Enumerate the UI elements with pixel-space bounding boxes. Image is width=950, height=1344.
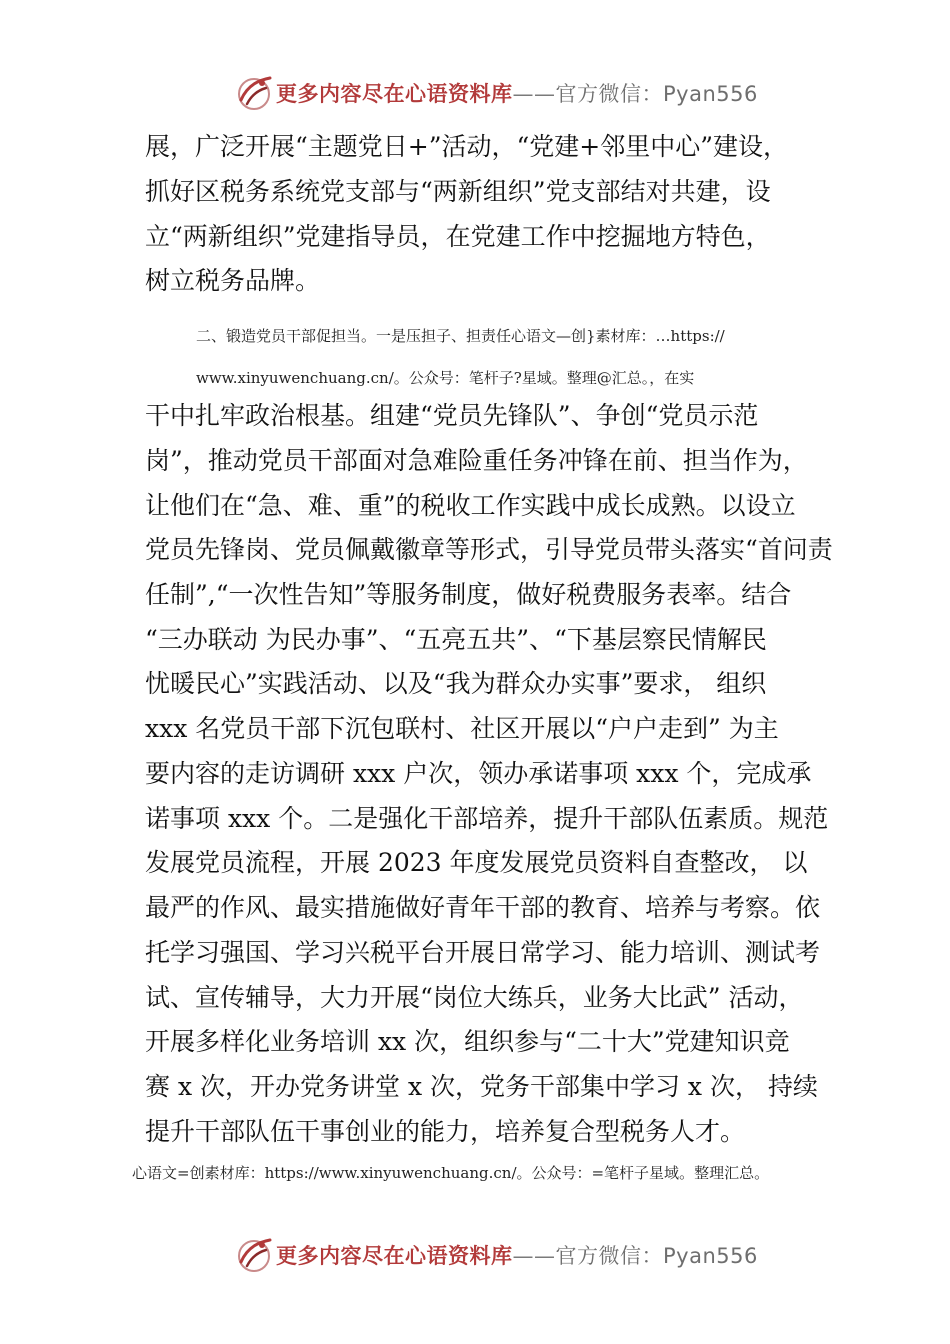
paragraph-2-line: 党员先锋岗、党员佩戴徽章等形式，引导党员带头落实“首问责 [145, 535, 833, 564]
paragraph-2-line: 发展党员流程，开展 2023 年度发展党员资料自查整改， 以 [145, 848, 808, 877]
header-banner-text [276, 78, 758, 108]
footer-banner [0, 1230, 950, 1278]
logo-icon [232, 70, 276, 114]
header-banner [0, 68, 950, 116]
paragraph-2-line: xxx 名党员干部下沉包联村、社区开展以“户户走到” 为主 [145, 714, 779, 743]
paragraph-2-line: 最严的作风、最实措施做好青年干部的教育、培养与考察。依 [145, 893, 821, 922]
logo-icon [232, 1232, 276, 1276]
paragraph-2-line: 要内容的走访调研 xxx 户次，领办承诺事项 xxx 个，完成承 [145, 759, 812, 788]
paragraph-1-line: 展，广泛开展“主题党日+”活动，“党建+邻里中心”建设， [145, 132, 789, 161]
paragraph-2-line: 诺事项 xxx 个。二是强化干部培养，提升干部队伍素质。规范 [145, 804, 829, 833]
paragraph-2-line: 忧暖民心”实践活动、以及“我为群众办实事”要求， 组织 [145, 669, 767, 698]
footer-banner-red: 更多内容尽在心语资料库 [276, 1244, 513, 1268]
footer-banner-wechat: 官方微信：Pyan556 [555, 1244, 758, 1268]
paragraph-2-line: 任制”,“一次性告知”等服务制度，做好税费服务表率。结合 [145, 580, 792, 609]
footer-banner-text [276, 1240, 758, 1270]
paragraph-2-line: 试、宣传辅导，大力开展“岗位大练兵，业务大比武” 活动， [145, 983, 804, 1012]
paragraph-1-line: 立“两新组织”党建指导员，在党建工作中挖掘地方特色， [145, 222, 771, 251]
header-banner-dash: —— [512, 82, 556, 106]
paragraph-2-line: 干中扎牢政治根基。组建“党员先锋队”、争创“党员示范 [145, 401, 759, 430]
paragraph-2-line: 托学习强国、学习兴税平台开展日常学习、能力培训、测试考 [145, 938, 821, 967]
watermark-line-2: www.xinyuwenchuang.cn/。公众号：笔杆子?星域。整理@汇总。，在实 [196, 369, 695, 387]
watermark-line-1: 二、锻造党员干部促担当。一是压担子、担责任心语文—创}素材库：…https:// [196, 327, 725, 345]
header-banner-red: 更多内容尽在心语资料库 [276, 82, 513, 106]
footer-note: 心语文=创素材库：https://www.xinyuwenchuang.cn/。公众号：=笔杆子星域。整理汇总。 [132, 1164, 770, 1182]
paragraph-2-line: 岗”，推动党员干部面对急难险重任务冲锋在前、担当作为， [145, 446, 808, 475]
paragraph-2-line: “三办联动 为民办事”、“五亮五共”、“下基层察民情解民 [145, 625, 767, 654]
paragraph-2-line: 开展多样化业务培训 xx 次，组织参与“二十大”党建知识竞 [145, 1027, 790, 1056]
paragraph-1-line: 抓好区税务系统党支部与“两新组织”党支部结对共建，设 [145, 177, 771, 206]
header-banner-wechat: 官方微信：Pyan556 [555, 82, 758, 106]
paragraph-2-line: 赛 x 次，开办党务讲堂 x 次，党务干部集中学习 x 次， 持续 [145, 1072, 818, 1101]
paragraph-2-line: 让他们在“急、难、重”的税收工作实践中成长成熟。以设立 [145, 491, 796, 520]
paragraph-1-line: 树立税务品牌。 [145, 266, 321, 295]
paragraph-2-line: 提升干部队伍干事创业的能力，培养复合型税务人才。 [145, 1117, 746, 1146]
footer-banner-dash: —— [512, 1244, 556, 1268]
